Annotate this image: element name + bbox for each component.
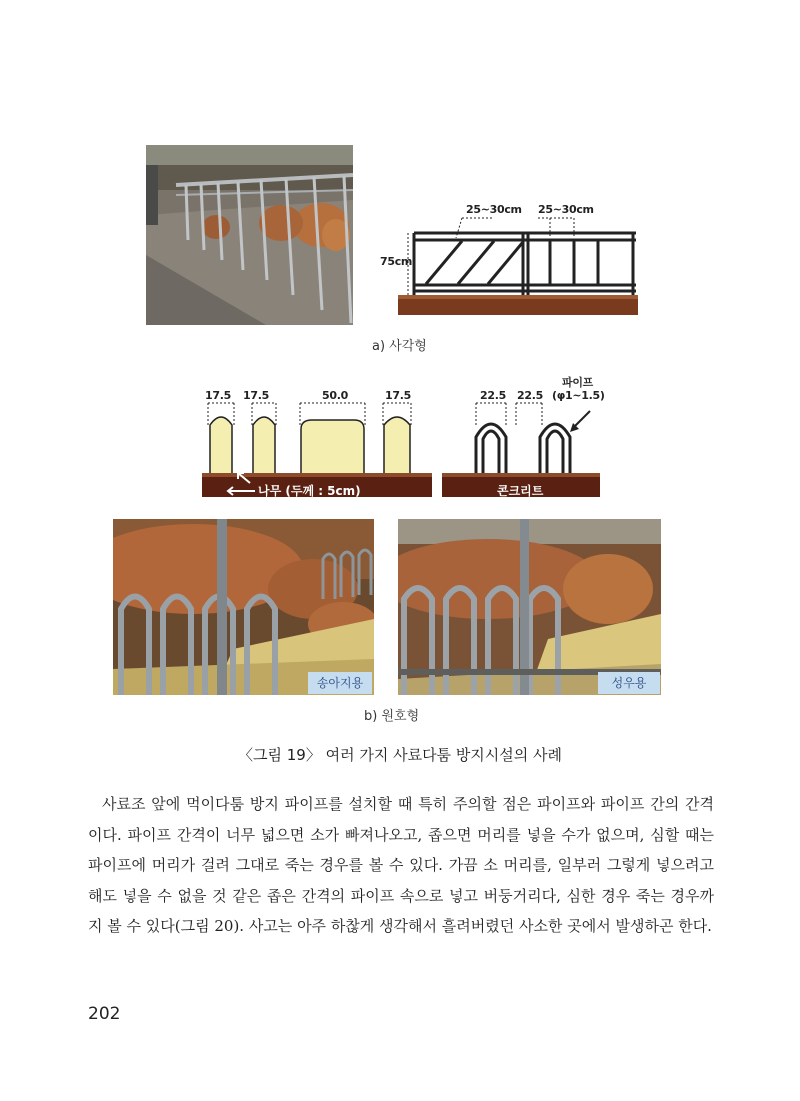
pipe-label: 파이프 xyxy=(562,376,593,389)
caption-b: b) 원호형 xyxy=(364,709,420,724)
figure-title: 〈그림 19〉 여러 가지 사료다툼 방지시설의 사례 xyxy=(237,746,563,764)
page-number: 202 xyxy=(88,1004,121,1024)
dim-wood-1: 17.5 xyxy=(205,389,231,402)
concrete-base-label: 콘크리트 xyxy=(497,484,544,498)
photo-adult-barrier xyxy=(398,519,661,695)
photo-rectangular-feed-barrier xyxy=(146,145,353,325)
badge-calf: 송아지용 xyxy=(308,672,372,694)
dim-pipe-2: 22.5 xyxy=(517,389,543,402)
pipe-diameter: (φ1~1.5) xyxy=(552,389,605,402)
dim-diagonal-spacing: 25~30cm xyxy=(466,203,522,216)
dim-wood-4: 17.5 xyxy=(385,389,411,402)
rectangular-barrier-diagram xyxy=(378,198,643,322)
dim-height: 75cm xyxy=(380,255,413,268)
photo-calf-barrier xyxy=(113,519,374,695)
caption-a: a) 사각형 xyxy=(372,339,427,354)
badge-adult: 성우용 xyxy=(598,672,660,694)
dim-wood-3: 50.0 xyxy=(322,389,348,402)
wood-base-label: 나무 (두께 : 5cm) xyxy=(258,484,361,498)
body-paragraph: 사료조 앞에 먹이다툼 방지 파이프를 설치할 때 특히 주의할 점은 파이프와 파이프 간의 간격이다. 파이프 간격이 너무 넓으면 소가 빠져나오고, 좁으면 머리를 넣을 수가 없으며, 심할 때는 파이프에 머리가 걸려 그대로 죽는 경우를 볼 수 있다. 가끔 소 머리를, 일부러 그렇게 넣으려고 해도 넣을 수 없을 것 같은 좁은 간격의 파이프 속으로 넣고 버둥거리다, 심한 경우 죽는 경우까지 볼 수 있다(그림 20). 사고는 아주 하찮게 생각해서 흘려버렸던 사소한 곳에서 발생하곤 한다. xyxy=(88,795,714,935)
dim-wood-2: 17.5 xyxy=(243,389,269,402)
ground-base xyxy=(398,297,638,315)
dim-vertical-spacing: 25~30cm xyxy=(538,203,594,216)
dim-pipe-1: 22.5 xyxy=(480,389,506,402)
